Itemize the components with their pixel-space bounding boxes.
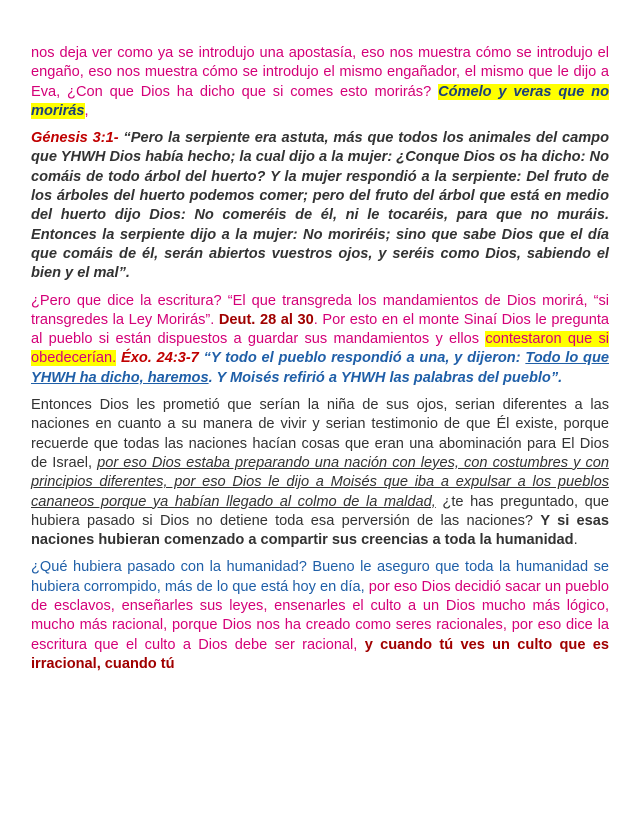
exodus-quote-underlined: Todo lo que YHWH ha dicho, haremos xyxy=(31,350,609,386)
paragraph-4-underlined: por eso Dios estaba preparando una nación con leyes, con costumbres y con principios diferentes, por eso Dios le dijo a Moisés que iba a expulsar a los pueblos cananeos porque ya habían llegado al colmo de la maldad, xyxy=(31,454,609,510)
highlighted-phrase-2: contestaron que si obedecerían. xyxy=(31,331,609,367)
exodus-quote: “Y todo el pueblo respondió a una, y dijeron: xyxy=(198,350,526,367)
scripture-reference-genesis: Génesis 3:1- xyxy=(31,130,119,147)
genesis-quote: “Pero la serpiente era astuta, más que todos los animales del campo que YHWH Dios había hecho; la cual dijo a la mujer: ¿Conque Dios os ha dicho: No comáis de todo árbol del huerto? Y la mujer respondió a la serpiente: Del fruto de los árboles del huerto podemos comer; pero del fruto del árbol que está en medio del huerto dijo Dios: No comeréis de él, ni le tocaréis, para que no muráis. Entonces la serpiente dijo a la mujer: No moriréis; sino que sabe Dios que el día que comáis de él, serán abiertos vuestros ojos, y seréis como Dios, sabiendo el bien y el mal”. xyxy=(31,130,610,282)
highlighted-phrase: Cómelo y veras que no morirás xyxy=(31,83,609,119)
paragraph-5-bold: y cuando tú ves un culto que es irracional, cuando tú xyxy=(31,636,609,672)
paragraph-1-end: , xyxy=(84,102,89,119)
paragraph-5-text-2: por eso Dios decidió sacar un pueblo de esclavos, enseñarles sus leyes, ensenarles el culto a un Dios mucho más lógico, mucho más racional, porque Dios nos ha creado como seres racionales, por eso dice la escritura que el culto a Dios debe ser racional, xyxy=(31,578,609,653)
paragraph-1-text: nos deja ver como ya se introdujo una apostasía, eso nos muestra cómo se introdujo el engaño, eso nos muestra cómo se introdujo el mismo engañador, el mismo que le dijo a Eva, ¿Con que Dios ha dicho que si comes esto morirás? xyxy=(31,45,609,100)
paragraph-3-text-2: . Por esto en el monte Sinaí Dios le pregunta al pueblo si están dispuestos a guardar sus mandamientos y ellos xyxy=(31,311,609,348)
paragraph-5 xyxy=(31,558,609,674)
paragraph-4 xyxy=(31,396,609,550)
paragraph-4-bold: Y si esas naciones hubieran comenzado a compartir sus creencias a toda la humanidad xyxy=(31,512,610,549)
paragraph-5-text: ¿Qué hubiera pasado con la humanidad? Bueno le aseguro que toda la humanidad se hubiera corrompido, más de lo que está hoy en día, xyxy=(31,559,609,595)
paragraph-4-text: Entonces Dios les prometió que serían la niña de sus ojos, serian diferentes a las naciones en cuanto a su manera de vivir y serian testimonio de que Él existe, porque recuerde que todas las naciones hacían cosas que eran una abominación para El Dios de Israel, xyxy=(31,397,609,471)
paragraph-4-end: . xyxy=(573,532,578,549)
paragraph-3 xyxy=(31,292,609,388)
exodus-quote-end: . Y Moisés refirió a YHWH las palabras del pueblo”. xyxy=(208,369,563,386)
paragraph-3-text: ¿Pero que dice la escritura? “El que transgreda los mandamientos de Dios morirá, “si transgredes la Ley Morirás”. xyxy=(31,292,609,328)
paragraph-1 xyxy=(31,44,609,121)
scripture-reference-exodus: Éxo. 24:3-7 xyxy=(121,350,199,367)
document-page xyxy=(31,44,609,682)
paragraph-2 xyxy=(31,129,609,283)
scripture-reference-deut: Deut. 28 al 30 xyxy=(218,311,314,328)
paragraph-4-question: ¿te has preguntado, que hubiera pasado si Dios no detiene toda esa perversión de las naciones? xyxy=(31,493,609,529)
